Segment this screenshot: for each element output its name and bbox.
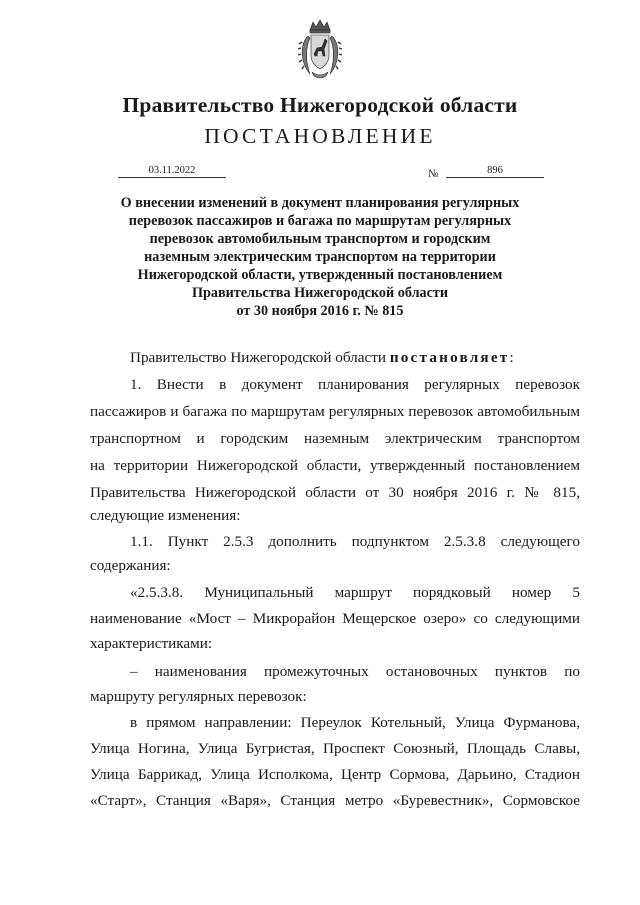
body-line: – наименования промежуточных остановочных пунктов по — [130, 663, 580, 680]
title-line: от 30 ноября 2016 г. № 815 — [236, 303, 404, 319]
title-line: перевозок автомобильным транспортом и городским — [149, 231, 491, 247]
title-line: Правительства Нижегородской области — [191, 285, 449, 301]
document-date: 03.11.2022 — [118, 165, 226, 178]
body-line: пассажиров и багажа по маршрутам регулярных перевозок автомобильным — [90, 403, 580, 420]
title-line: Нижегородской области, утвержденный постановлением — [137, 267, 503, 283]
body-line: Улица Баррикад, Улица Исполкома, Центр Сормова, Дарьино, Стадион — [90, 766, 580, 783]
body-line: «2.5.3.8. Муниципальный маршрут порядковый номер 5 — [130, 584, 580, 601]
body-line: транспортном и городским наземным электрическим транспортом — [90, 430, 580, 447]
body-line: в прямом направлении: Переулок Котельный, Улица Фурманова, — [130, 714, 580, 731]
body-line: наименование «Мост – Микрорайон Мещерское озеро» со следующими — [90, 610, 580, 627]
preamble-action: постановляет — [389, 349, 510, 366]
document-title — [100, 194, 540, 320]
title-line: О внесении изменений в документ планирования регулярных — [120, 195, 520, 211]
body-line: на территории Нижегородской области, утвержденный постановлением — [90, 457, 580, 474]
government-name: Правительство Нижегородской области — [122, 93, 518, 117]
body-line: Улица Ногина, Улица Бугристая, Проспект Союзный, Площадь Славы, — [90, 740, 580, 757]
body-line: маршруту регулярных перевозок: — [90, 688, 307, 705]
body-line: Правительства Нижегородской области от 30 ноября 2016 г. № 815, — [90, 484, 580, 501]
number-label: № — [428, 168, 439, 180]
preamble-prefix: Правительство Нижегородской области — [130, 349, 390, 366]
preamble-suffix: : — [509, 349, 514, 366]
document-type: ПОСТАНОВЛЕНИЕ — [204, 124, 436, 148]
body-line: 1.1. Пункт 2.5.3 дополнить подпунктом 2.5.3.8 следующего — [130, 533, 580, 550]
body-line: 1. Внести в документ планирования регулярных перевозок — [130, 376, 580, 393]
body-line: содержания: — [90, 557, 171, 574]
document-number: 896 — [446, 165, 544, 178]
body-line: характеристиками: — [90, 635, 213, 652]
preamble — [130, 345, 580, 371]
coat-of-arms-emblem — [296, 18, 344, 80]
title-line: наземным электрическим транспортом на территории — [144, 249, 496, 265]
title-line: перевозок пассажиров и багажа по маршрутам регулярных — [128, 213, 512, 229]
body-line: следующие изменения: — [90, 507, 241, 524]
body-line: «Старт», Станция «Варя», Станция метро «Буревестник», Сормовское — [90, 792, 580, 809]
